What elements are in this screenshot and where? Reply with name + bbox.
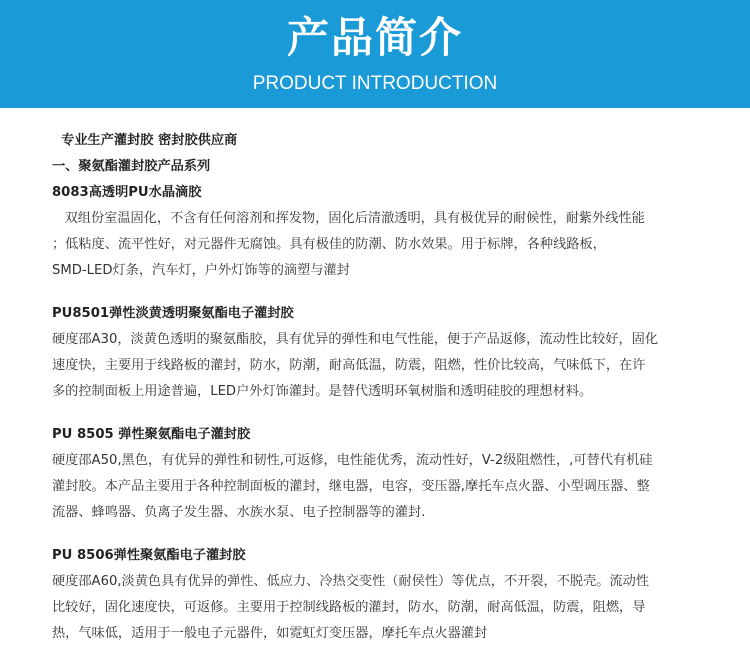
company-tagline: 专业生产灌封胶 密封胶供应商 bbox=[52, 133, 238, 148]
product-name: PU 8506弹性聚氨酯电子灌封胶 bbox=[52, 548, 246, 563]
page-title: 产品简介 bbox=[286, 13, 463, 62]
product-description-line: 多的控制面板上用途普遍，LED户外灯饰灌封。是替代透明环氧树脂和透明硅胶的理想材料。 bbox=[52, 384, 593, 399]
product-description-line: 流器、蜂鸣器、负离子发生器、水族水泵、电子控制器等的灌封. bbox=[52, 505, 426, 520]
product-description-line: 热，气味低，适用于一般电子元器件，如霓虹灯变压器，摩托车点火器灌封 bbox=[52, 626, 488, 641]
product-description-line: 双组份室温固化，不含有任何溶剂和挥发物，固化后清澈透明，具有极优异的耐候性，耐紫外线性能 bbox=[52, 211, 645, 226]
series-heading: 一、聚氨酯灌封胶产品系列 bbox=[52, 159, 211, 174]
product-section-pu8506 bbox=[52, 543, 712, 647]
product-description-line: ；低粘度、流平性好，对元器件无腐蚀。具有极佳的防潮、防水效果。用于标牌，各种线路板， bbox=[52, 237, 606, 252]
product-section-pu8501 bbox=[52, 301, 712, 405]
product-description-line: 硬度邵A60,淡黄色具有优异的弹性、低应力、冷热交变性（耐侯性）等优点，不开裂，不脱壳。流动性 bbox=[52, 574, 650, 589]
product-description-line: 硬度邵A50,黑色，有优异的弹性和韧性,可返修，电性能优秀，流动性好，V-2级阻燃性，,可替代有机硅 bbox=[52, 453, 653, 468]
product-description-line: 硬度邵A30，淡黄色透明的聚氨酯胶，具有优异的弹性和电气性能，便于产品返修，流动性比较好，固化 bbox=[52, 332, 659, 347]
product-name: 8083高透明PU水晶滴胶 bbox=[52, 185, 202, 200]
page-subtitle: PRODUCT INTRODUCTION bbox=[252, 73, 498, 94]
product-name: PU8501弹性淡黄透明聚氨酯电子灌封胶 bbox=[52, 306, 294, 321]
product-description-line: 灌封胶。本产品主要用于各种控制面板的灌封，继电器，电容，变压器,摩托车点火器、小型调压器、整 bbox=[52, 479, 650, 494]
product-description bbox=[52, 128, 712, 647]
product-description-line: 比较好，固化速度快，可返修。主要用于控制线路板的灌封，防水，防潮，耐高低温，防震，阻燃，导 bbox=[52, 600, 646, 615]
product-section-8083 bbox=[52, 180, 712, 284]
product-description-line: 速度快，主要用于线路板的灌封，防水，防潮，耐高低温，防震，阻燃，性价比较高，气味低下，在许 bbox=[52, 358, 646, 373]
product-name: PU 8505 弹性聚氨酯电子灌封胶 bbox=[52, 427, 251, 442]
header-banner bbox=[0, 0, 750, 108]
product-description-line: SMD-LED灯条，汽车灯，户外灯饰等的滴塑与灌封 bbox=[52, 263, 350, 278]
product-section-pu8505 bbox=[52, 422, 712, 526]
